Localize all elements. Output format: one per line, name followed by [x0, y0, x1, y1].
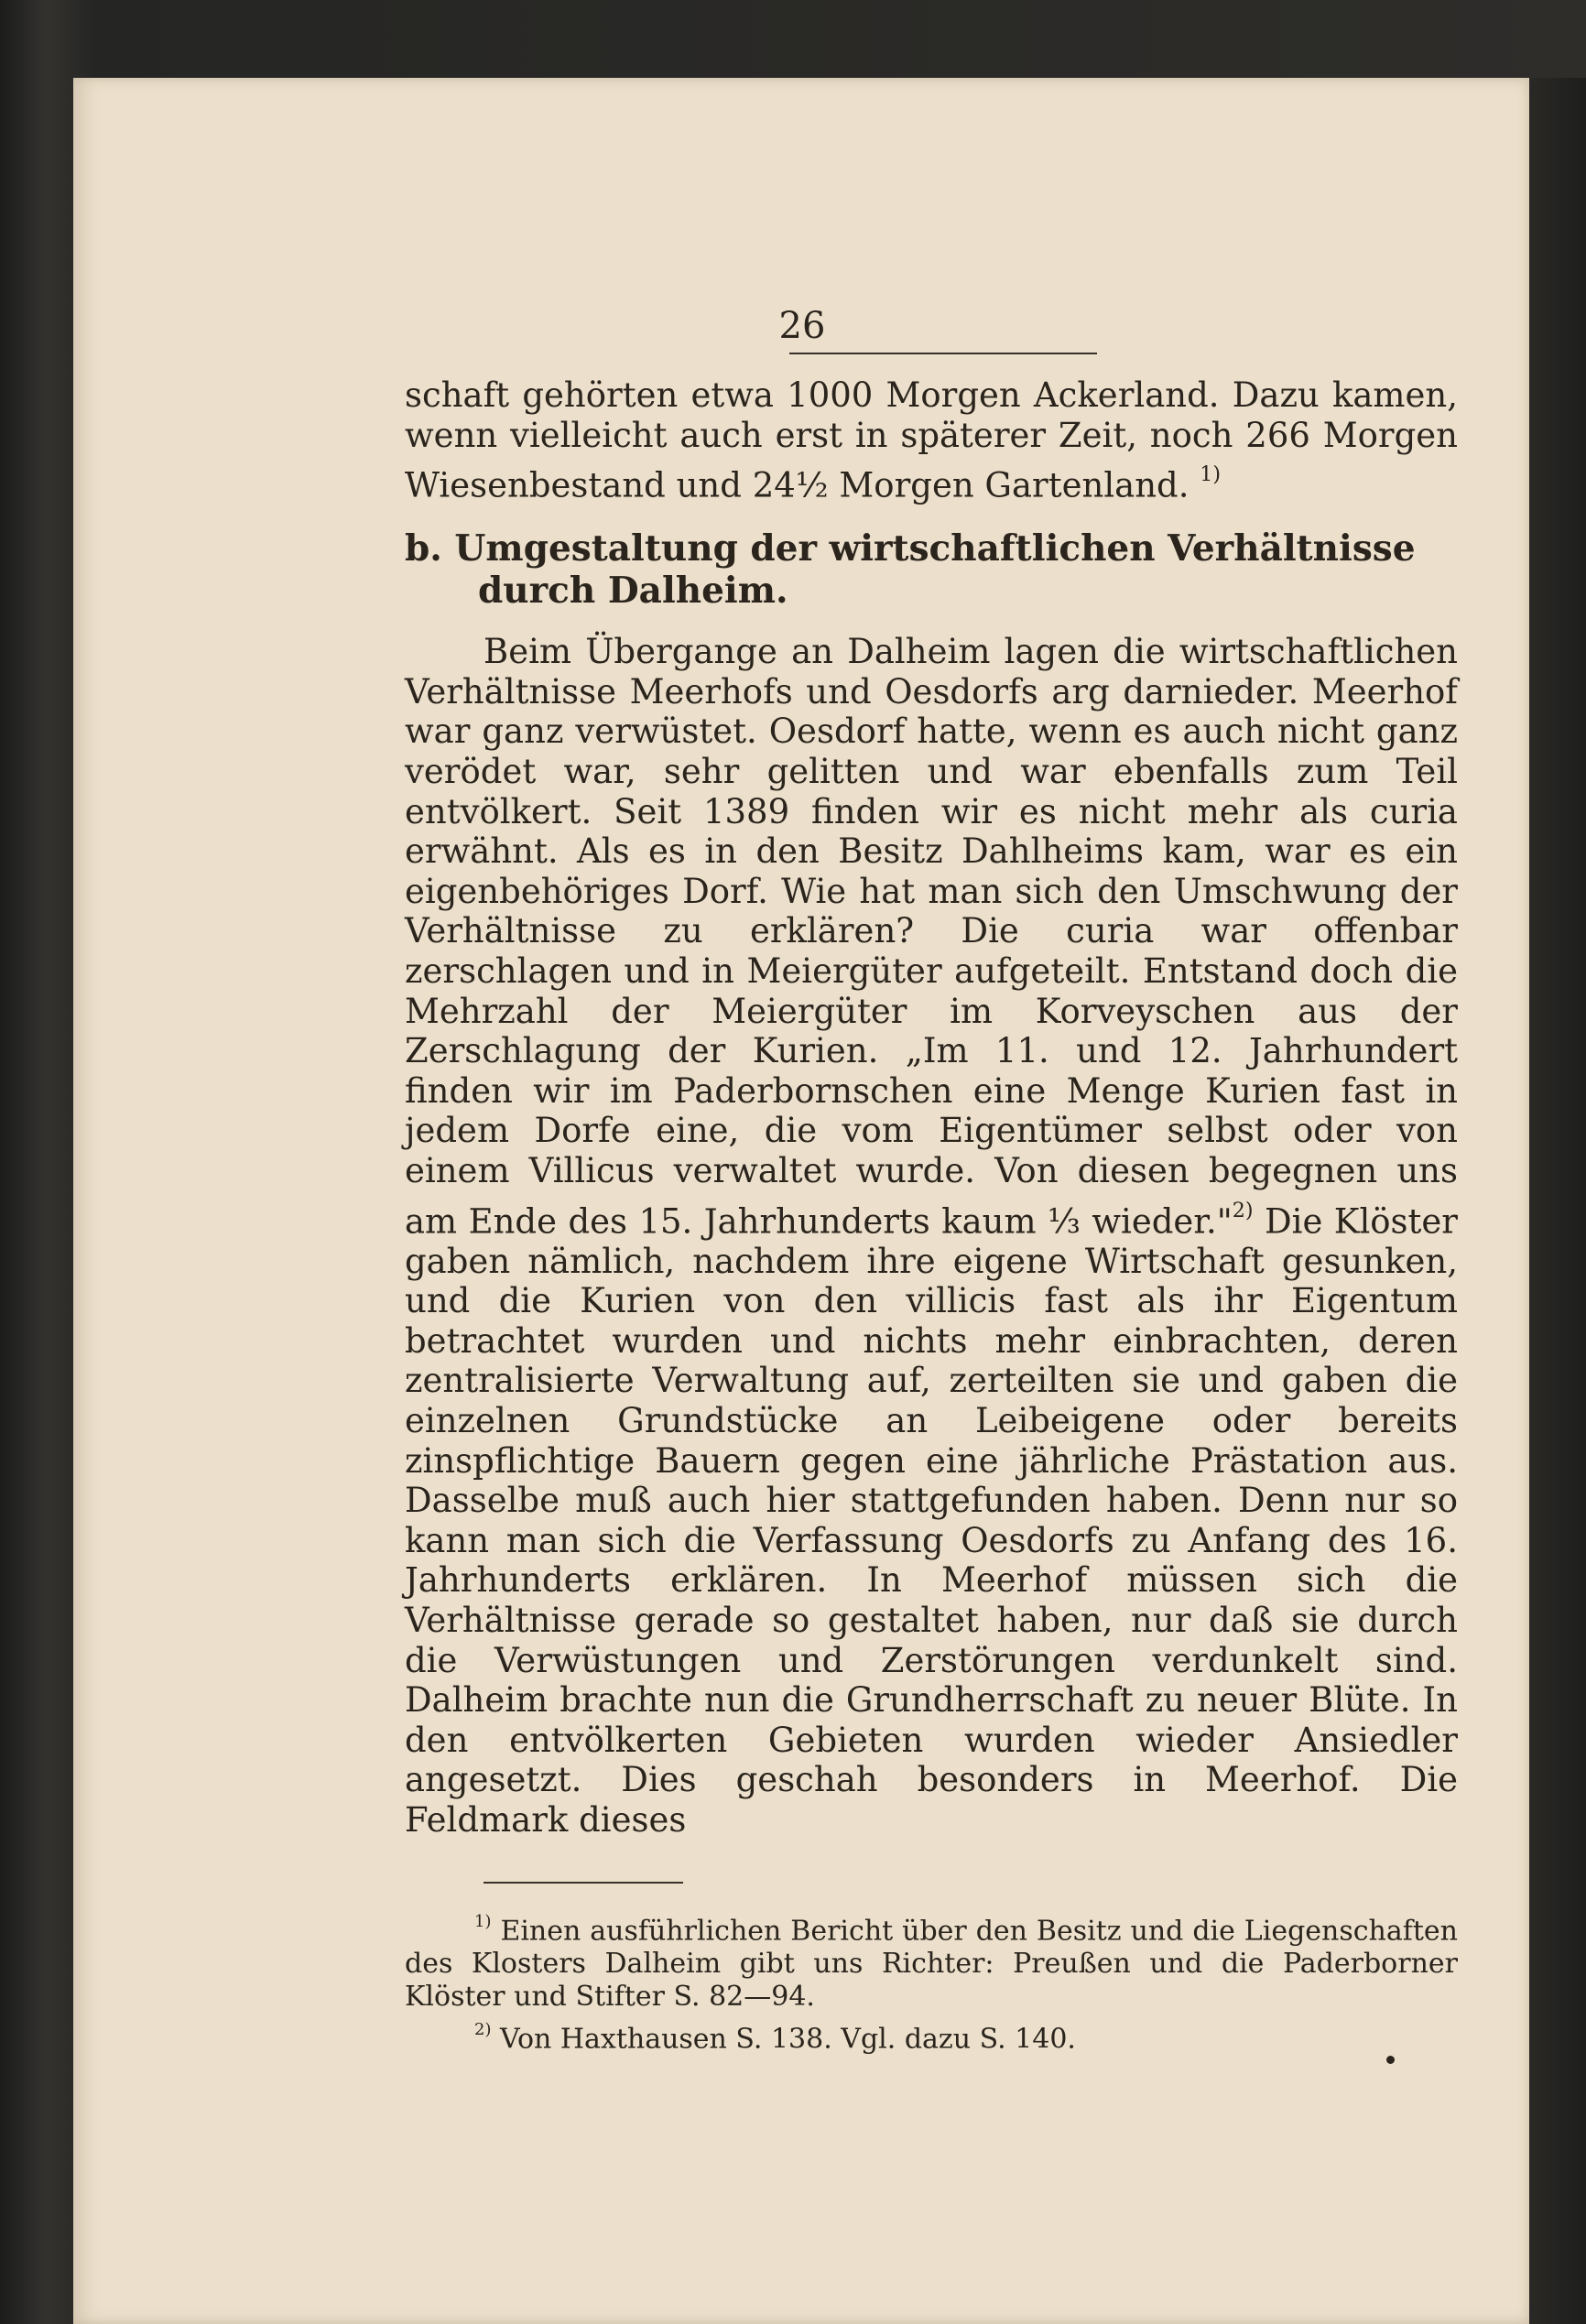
footnote-text: Von Haxthausen S. 138. Vgl. dazu S. 140. [500, 2023, 1076, 2056]
section-heading [405, 527, 1458, 612]
footnote-marker: 2) [474, 2020, 492, 2040]
heading-line: b. Umgestaltung der wirtschaftlichen Verhältnisse [405, 527, 1416, 570]
footnote-ref: 2) [1232, 1198, 1254, 1222]
paragraph-text: Die Klöster gaben nämlich, nachdem ihre eigene Wirtschaft gesunken, und die Kurien von den villicis fast als ihr Eigentum betrachtet wurden und nichts mehr einbrachten, deren zentralisierte Verwaltung auf, zerteilten sie und gaben die einzelnen Grundstücke an Leibeigene oder bereits zinspflichtige Bauern gegen eine jährliche Prästation aus. Dasselbe muß auch hier stattgefunden haben. Denn nur so kann man sich die Verfassung Oesdorfs zu Anfang des 16. Jahrhunderts erklären. In Meerhof müssen sich die Verhältnisse gerade so gestaltet haben, nur daß sie durch die Verwüstungen und Zerstörungen verdunkelt sind. Dalheim brachte nun die Grundherrschaft zu neuer Blüte. In den entvölkerten Gebieten wurden wieder Ansiedler angesetzt. Dies geschah besonders in Meerhof. Die Feldmark dieses [405, 1200, 1458, 1840]
book-page [73, 78, 1529, 2324]
footnote [405, 2014, 1458, 2056]
footnote-ref: 1) [1200, 462, 1222, 487]
footnote-marker: 1) [474, 1912, 492, 1931]
body-text [405, 375, 1458, 1840]
paragraph-text: Beim Übergange an Dalheim lagen die wirtschaftlichen Verhältnisse Meerhofs und Oesdorfs arg darnieder. Meerhof war ganz verwüstet. Oesdorf hatte, wenn es auch nicht ganz verödet war, sehr gelitten und war ebenfalls zum Teil entvölkert. Seit 1389 finden wir es nicht mehr als curia erwähnt. Als es in den Besitz Dahlheims kam, war es ein eigenbehöriges Dorf. Wie hat man sich den Umschwung der Verhältnisse zu erklären? Die curia war offenbar zerschlagen und in Meiergüter aufgeteilt. Entstand doch die Mehrzahl der Meiergüter im Korveyschen aus der Zerschlagung der Kurien. „Im 11. und 12. Jahrhundert finden wir im Paderbornschen eine Menge Kurien fast in jedem Dorfe eine, die vom Eigentümer selbst oder von einem Villicus verwaltet wurde. Von diesen begegnen uns am Ende des 15. Jahrhunderts kaum ⅓ wieder." [405, 632, 1458, 1241]
header-rule [789, 353, 1097, 354]
paragraph [405, 632, 1458, 1840]
paragraph-text: schaft gehörten etwa 1000 Morgen Ackerland. Dazu kamen, wenn vielleicht auch erst in späterer Zeit, noch 266 Morgen Wiesenbestand und 24½ Morgen Gartenland. [405, 375, 1458, 505]
heading-line: durch Dalheim. [478, 570, 788, 613]
footnote-rule [483, 1882, 683, 1884]
footnote-text: Einen ausführlichen Bericht über den Besitz und die Liegenschaften des Klosters Dalheim gibt uns Richter: Preußen und die Paderborner Klöster und Stifter S. 82—94. [405, 1915, 1458, 2014]
page-number: 26 [778, 305, 826, 347]
ink-speck [1386, 2056, 1395, 2064]
next-page-edge [1522, 78, 1586, 2324]
footnotes [405, 1906, 1458, 2057]
paragraph [405, 375, 1458, 505]
footnote [405, 1906, 1458, 2014]
